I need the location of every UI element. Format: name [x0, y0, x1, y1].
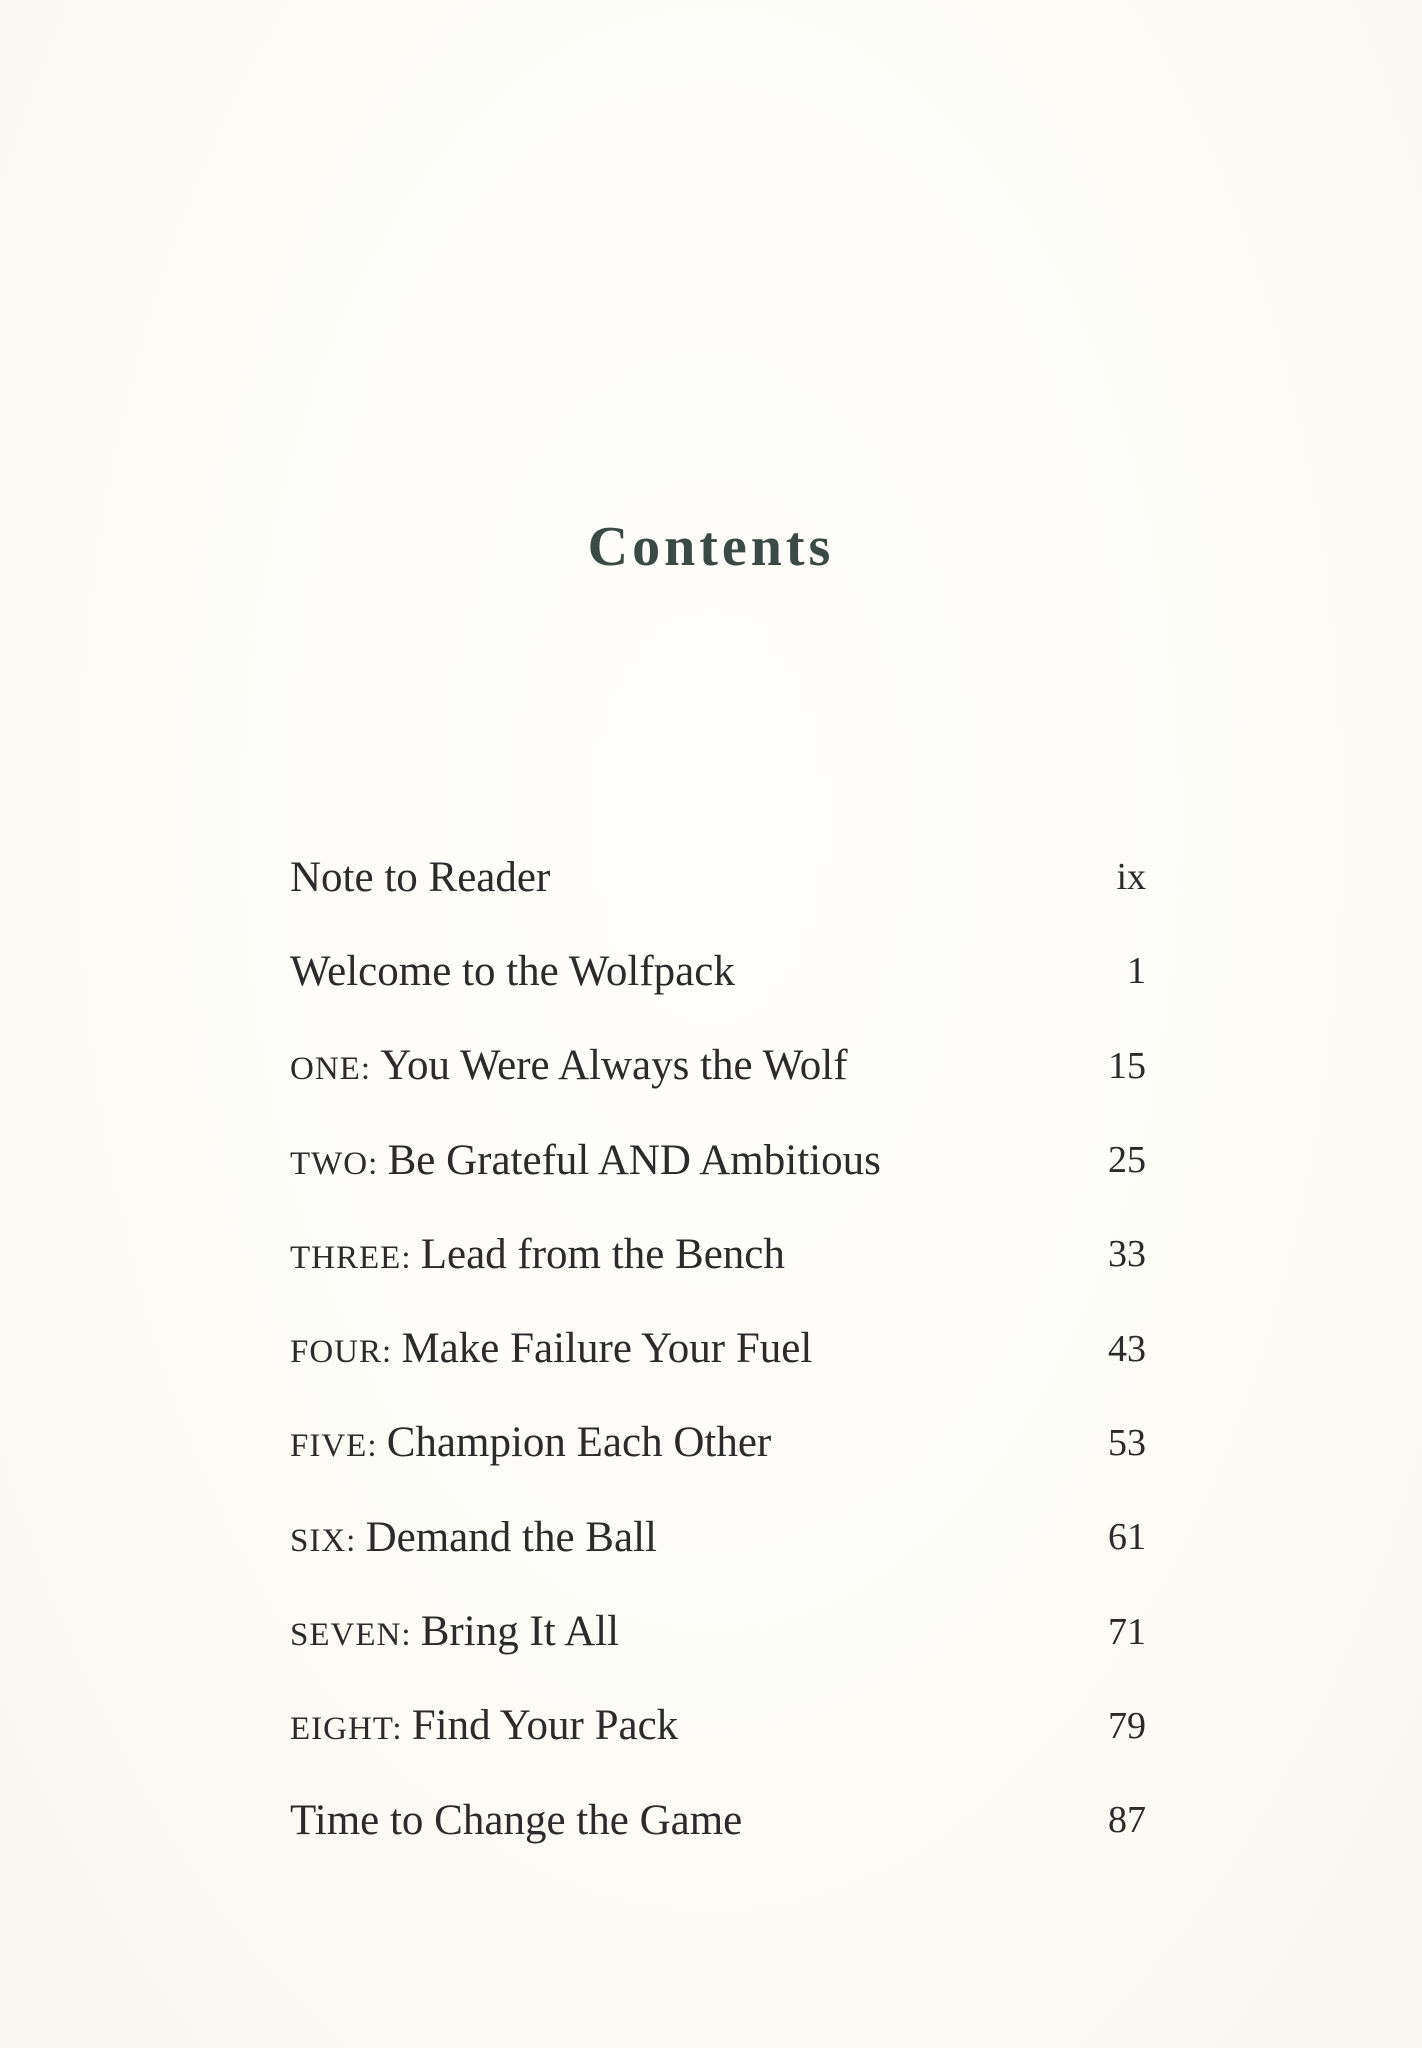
chapter-title: Demand the Ball: [365, 1513, 657, 1561]
chapter-title: Champion Each Other: [386, 1419, 772, 1467]
page-number: 15: [1108, 1044, 1146, 1087]
page-number: 53: [1108, 1421, 1146, 1464]
chapter-number: EIGHT:: [290, 1711, 412, 1748]
toc-entry-title: [290, 947, 735, 996]
page-number: 79: [1108, 1704, 1146, 1747]
chapter-number: SIX:: [290, 1522, 366, 1559]
toc-entry-chapter-four[interactable]: [290, 1301, 1146, 1395]
chapter-title: Make Failure Your Fuel: [401, 1325, 813, 1373]
chapter-title: Time to Change the Game: [290, 1796, 743, 1844]
toc-entry-chapter-three[interactable]: [290, 1207, 1146, 1301]
page-number: 25: [1108, 1139, 1146, 1182]
page-number: ix: [1116, 856, 1146, 899]
chapter-number: ONE:: [290, 1051, 381, 1088]
chapter-number: FIVE:: [290, 1428, 387, 1465]
page-number: 33: [1108, 1233, 1146, 1276]
chapter-title: Note to Reader: [290, 853, 551, 901]
toc-entry-chapter-six[interactable]: [290, 1490, 1146, 1584]
chapter-title: Be Grateful AND Ambitious: [387, 1136, 881, 1184]
toc-entry-chapter-five[interactable]: [290, 1396, 1146, 1490]
toc-entry-title: [290, 1513, 657, 1562]
toc-entry-chapter-seven[interactable]: [290, 1584, 1146, 1678]
chapter-title: Welcome to the Wolfpack: [290, 947, 735, 995]
toc-entry-welcome[interactable]: [290, 924, 1146, 1018]
chapter-number: THREE:: [290, 1239, 421, 1276]
toc-entry-chapter-two[interactable]: [290, 1113, 1146, 1207]
chapter-number: SEVEN:: [290, 1617, 421, 1654]
toc-entry-title: [290, 1230, 785, 1279]
page-number: 1: [1127, 950, 1146, 993]
toc-entry-note-to-reader[interactable]: [290, 830, 1146, 924]
toc-entry-chapter-eight[interactable]: [290, 1679, 1146, 1773]
toc-entry-chapter-one[interactable]: [290, 1019, 1146, 1113]
page-number: 87: [1108, 1799, 1146, 1842]
toc-entry-title: [290, 1041, 848, 1090]
page-number: 61: [1108, 1516, 1146, 1559]
chapter-number: TWO:: [290, 1145, 388, 1182]
chapter-title: Bring It All: [420, 1608, 620, 1656]
toc-entry-title: [290, 1324, 812, 1373]
toc-entry-title: [290, 1701, 678, 1750]
chapter-title: You Were Always the Wolf: [380, 1042, 848, 1090]
toc-entry-title: [290, 1796, 742, 1845]
chapter-title: Lead from the Bench: [420, 1230, 785, 1278]
page-number: 71: [1108, 1610, 1146, 1653]
page-title: Contents: [587, 516, 835, 578]
toc-entry-title: [290, 1607, 619, 1656]
toc-entry-title: [290, 1136, 881, 1185]
chapter-number: FOUR:: [290, 1334, 402, 1371]
table-of-contents: [290, 830, 1146, 1867]
chapter-title: Find Your Pack: [411, 1702, 679, 1750]
toc-entry-change-the-game[interactable]: [290, 1773, 1146, 1867]
toc-entry-title: [290, 1418, 771, 1467]
toc-entry-title: [290, 853, 550, 902]
page-number: 43: [1108, 1327, 1146, 1370]
